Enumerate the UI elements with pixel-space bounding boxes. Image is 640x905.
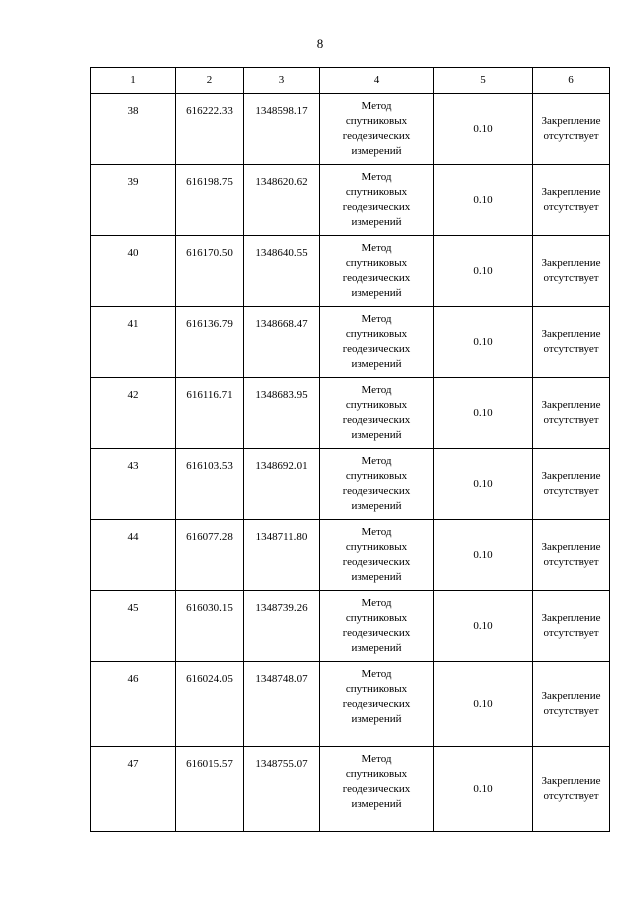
fixing-cell — [533, 591, 610, 662]
point-number-cell: 47 — [91, 747, 176, 832]
coord-y-cell: 1348711.80 — [244, 520, 320, 591]
accuracy-cell: 0.10 — [434, 449, 533, 520]
fixing-line: Закрепление — [541, 186, 601, 198]
accuracy-cell: 0.10 — [434, 591, 533, 662]
coord-x-cell: 616103.53 — [176, 449, 244, 520]
method-line: геодезических — [342, 201, 411, 213]
method-line: спутниковых — [345, 768, 408, 780]
fixing-line: Закрепление — [541, 115, 601, 127]
fixing-line: Закрепление — [541, 470, 601, 482]
fixing-line: Закрепление — [541, 612, 601, 624]
method-line: измерений — [351, 500, 402, 512]
coord-y-cell: 1348598.17 — [244, 94, 320, 165]
fixing-line: Закрепление — [541, 690, 601, 702]
table-row — [91, 165, 610, 236]
method-line: Метод — [361, 668, 392, 680]
method-line: измерений — [351, 358, 402, 370]
table-row — [91, 236, 610, 307]
method-line: спутниковых — [345, 186, 408, 198]
coord-x-cell: 616024.05 — [176, 662, 244, 747]
accuracy-cell: 0.10 — [434, 236, 533, 307]
coordinates-table — [90, 67, 610, 832]
method-cell — [320, 591, 434, 662]
method-line: Метод — [361, 597, 392, 609]
coord-y-cell: 1348620.62 — [244, 165, 320, 236]
accuracy-cell: 0.10 — [434, 747, 533, 832]
method-line: Метод — [361, 384, 392, 396]
method-line: спутниковых — [345, 612, 408, 624]
fixing-line: отсутствует — [543, 201, 599, 213]
fixing-line: отсутствует — [543, 485, 599, 497]
point-number-cell: 39 — [91, 165, 176, 236]
coord-x-cell: 616170.50 — [176, 236, 244, 307]
method-line: геодезических — [342, 272, 411, 284]
fixing-cell — [533, 165, 610, 236]
page-number: 8 — [316, 36, 324, 51]
accuracy-cell: 0.10 — [434, 94, 533, 165]
coord-x-cell: 616077.28 — [176, 520, 244, 591]
point-number-cell: 40 — [91, 236, 176, 307]
method-cell — [320, 307, 434, 378]
fixing-line: Закрепление — [541, 541, 601, 553]
coord-x-cell: 616030.15 — [176, 591, 244, 662]
fixing-cell — [533, 378, 610, 449]
point-number-cell: 42 — [91, 378, 176, 449]
method-line: геодезических — [342, 130, 411, 142]
accuracy-cell: 0.10 — [434, 520, 533, 591]
fixing-cell — [533, 449, 610, 520]
header-cell-5: 5 — [434, 68, 533, 94]
fixing-cell — [533, 236, 610, 307]
fixing-line: отсутствует — [543, 343, 599, 355]
method-cell — [320, 94, 434, 165]
header-cell-6: 6 — [533, 68, 610, 94]
table-row — [91, 307, 610, 378]
header-row — [91, 68, 610, 94]
coord-y-cell: 1348640.55 — [244, 236, 320, 307]
coord-y-cell: 1348668.47 — [244, 307, 320, 378]
method-cell — [320, 449, 434, 520]
method-line: измерений — [351, 798, 402, 810]
header-cell-1: 1 — [91, 68, 176, 94]
fixing-cell — [533, 662, 610, 747]
fixing-line: отсутствует — [543, 272, 599, 284]
fixing-cell — [533, 307, 610, 378]
coord-y-cell: 1348683.95 — [244, 378, 320, 449]
table-row — [91, 591, 610, 662]
method-line: Метод — [361, 455, 392, 467]
coord-x-cell: 616136.79 — [176, 307, 244, 378]
method-line: Метод — [361, 171, 392, 183]
point-number-cell: 45 — [91, 591, 176, 662]
method-cell — [320, 165, 434, 236]
method-line: геодезических — [342, 556, 411, 568]
method-line: измерений — [351, 571, 402, 583]
coord-y-cell: 1348748.07 — [244, 662, 320, 747]
fixing-cell — [533, 520, 610, 591]
method-line: измерений — [351, 287, 402, 299]
point-number-cell: 38 — [91, 94, 176, 165]
method-line: измерений — [351, 713, 402, 725]
coord-x-cell: 616198.75 — [176, 165, 244, 236]
method-line: измерений — [351, 216, 402, 228]
method-line: спутниковых — [345, 115, 408, 127]
fixing-line: отсутствует — [543, 627, 599, 639]
method-cell — [320, 520, 434, 591]
method-line: Метод — [361, 313, 392, 325]
method-line: спутниковых — [345, 683, 408, 695]
method-cell — [320, 747, 434, 832]
coord-y-cell: 1348755.07 — [244, 747, 320, 832]
method-line: измерений — [351, 429, 402, 441]
fixing-line: Закрепление — [541, 399, 601, 411]
coord-x-cell: 616222.33 — [176, 94, 244, 165]
fixing-line: Закрепление — [541, 328, 601, 340]
method-line: Метод — [361, 753, 392, 765]
fixing-line: Закрепление — [541, 257, 601, 269]
table-row — [91, 520, 610, 591]
method-cell — [320, 236, 434, 307]
table-row — [91, 662, 610, 747]
coord-y-cell: 1348739.26 — [244, 591, 320, 662]
coord-x-cell: 616015.57 — [176, 747, 244, 832]
method-line: спутниковых — [345, 257, 408, 269]
method-line: спутниковых — [345, 399, 408, 411]
coord-y-cell: 1348692.01 — [244, 449, 320, 520]
table-header — [91, 68, 610, 94]
fixing-line: отсутствует — [543, 130, 599, 142]
method-line: измерений — [351, 642, 402, 654]
table-row — [91, 94, 610, 165]
method-line: геодезических — [342, 698, 411, 710]
accuracy-cell: 0.10 — [434, 378, 533, 449]
method-line: геодезических — [342, 343, 411, 355]
method-line: геодезических — [342, 627, 411, 639]
fixing-line: Закрепление — [541, 775, 601, 787]
method-line: Метод — [361, 242, 392, 254]
accuracy-cell: 0.10 — [434, 662, 533, 747]
method-cell — [320, 662, 434, 747]
method-line: геодезических — [342, 485, 411, 497]
fixing-line: отсутствует — [543, 414, 599, 426]
fixing-line: отсутствует — [543, 705, 599, 717]
header-cell-4: 4 — [320, 68, 434, 94]
method-line: спутниковых — [345, 470, 408, 482]
fixing-line: отсутствует — [543, 790, 599, 802]
method-line: Метод — [361, 526, 392, 538]
fixing-cell — [533, 747, 610, 832]
accuracy-cell: 0.10 — [434, 307, 533, 378]
method-line: Метод — [361, 100, 392, 112]
fixing-line: отсутствует — [543, 556, 599, 568]
accuracy-cell: 0.10 — [434, 165, 533, 236]
header-cell-2: 2 — [176, 68, 244, 94]
method-line: спутниковых — [345, 328, 408, 340]
method-cell — [320, 378, 434, 449]
table-body — [91, 94, 610, 832]
point-number-cell: 43 — [91, 449, 176, 520]
table-row — [91, 378, 610, 449]
point-number-cell: 44 — [91, 520, 176, 591]
method-line: геодезических — [342, 414, 411, 426]
coord-x-cell: 616116.71 — [176, 378, 244, 449]
table-row — [91, 747, 610, 832]
method-line: геодезических — [342, 783, 411, 795]
method-line: измерений — [351, 145, 402, 157]
table-row — [91, 449, 610, 520]
method-line: спутниковых — [345, 541, 408, 553]
point-number-cell: 41 — [91, 307, 176, 378]
point-number-cell: 46 — [91, 662, 176, 747]
fixing-cell — [533, 94, 610, 165]
header-cell-3: 3 — [244, 68, 320, 94]
